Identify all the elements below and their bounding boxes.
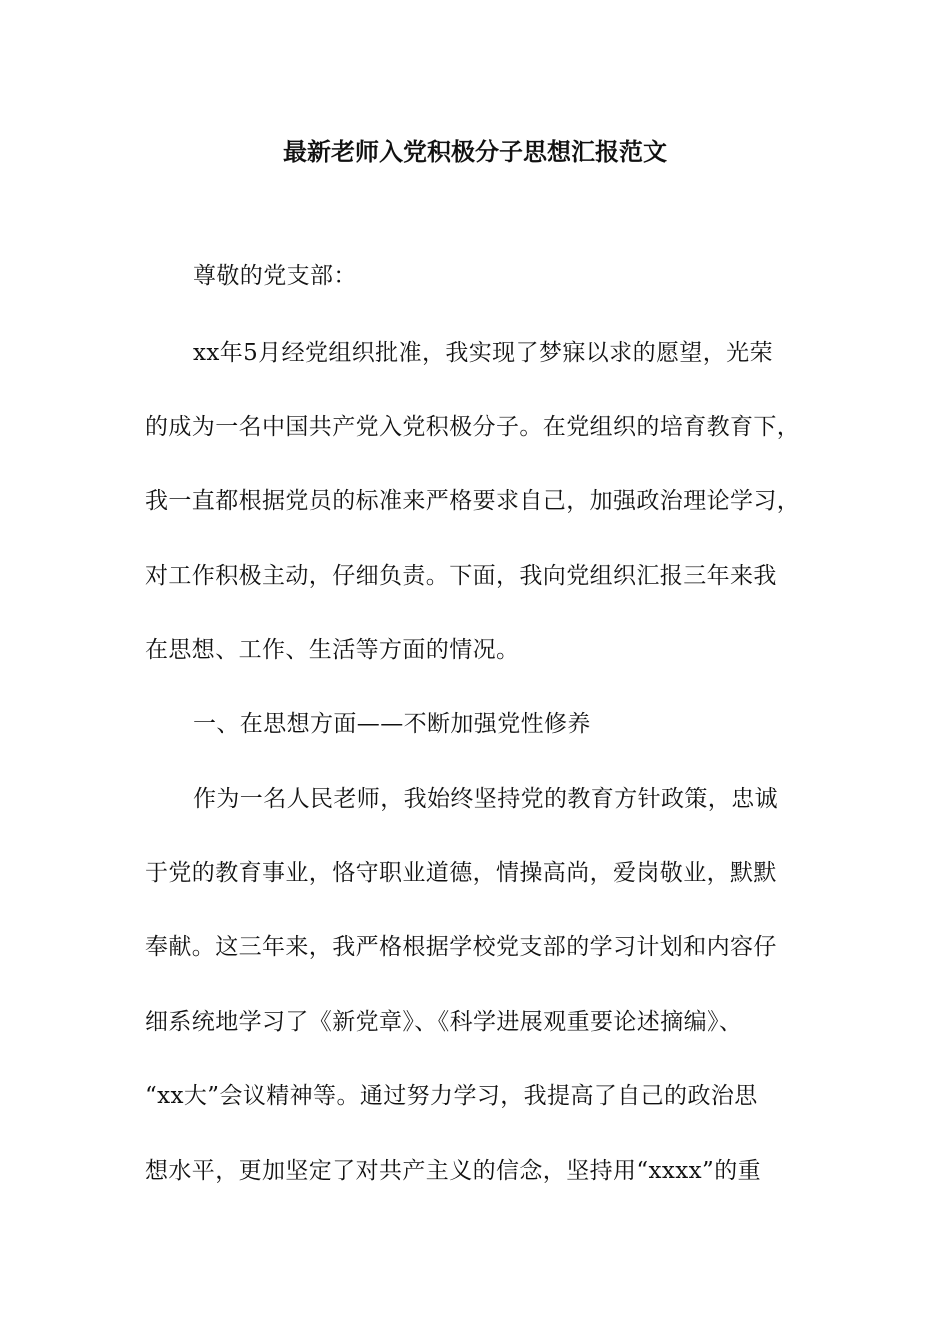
- paragraph-line: 细系统地学习了《新党章》、《科学进展观重要论述摘编》、: [145, 1009, 743, 1035]
- paragraph-line: “xx大”会议精神等。通过努力学习，我提高了自己的政治思: [145, 1083, 758, 1109]
- paragraph-line: 奉献。这三年来，我严格根据学校党支部的学习计划和内容仔: [145, 934, 777, 960]
- paragraph-line: xx年5月经党组织批准，我实现了梦寐以求的愿望，光荣: [193, 340, 773, 366]
- paragraph-line: 于党的教育事业，恪守职业道德，情操高尚，爱岗敬业，默默: [145, 860, 777, 886]
- document-title: 最新老师入党积极分子思想汇报范文: [283, 137, 667, 166]
- paragraph-line: 对工作积极主动，仔细负责。下面，我向党组织汇报三年来我: [145, 563, 777, 589]
- paragraph-line: 想水平，更加坚定了对共产主义的信念，坚持用“xxxx”的重: [145, 1158, 762, 1184]
- paragraph-line: 在思想、工作、生活等方面的情况。: [145, 637, 520, 663]
- paragraph-line: 的成为一名中国共产党入党积极分子。在党组织的培育教育下，: [145, 414, 801, 440]
- salutation: 尊敬的党支部：: [193, 263, 357, 289]
- paragraph-line: 我一直都根据党员的标准来严格要求自己，加强政治理论学习，: [145, 488, 801, 514]
- section-heading: 一、在思想方面——不断加强党性修养: [193, 711, 591, 737]
- paragraph-line: 作为一名人民老师，我始终坚持党的教育方针政策，忠诚: [193, 786, 778, 812]
